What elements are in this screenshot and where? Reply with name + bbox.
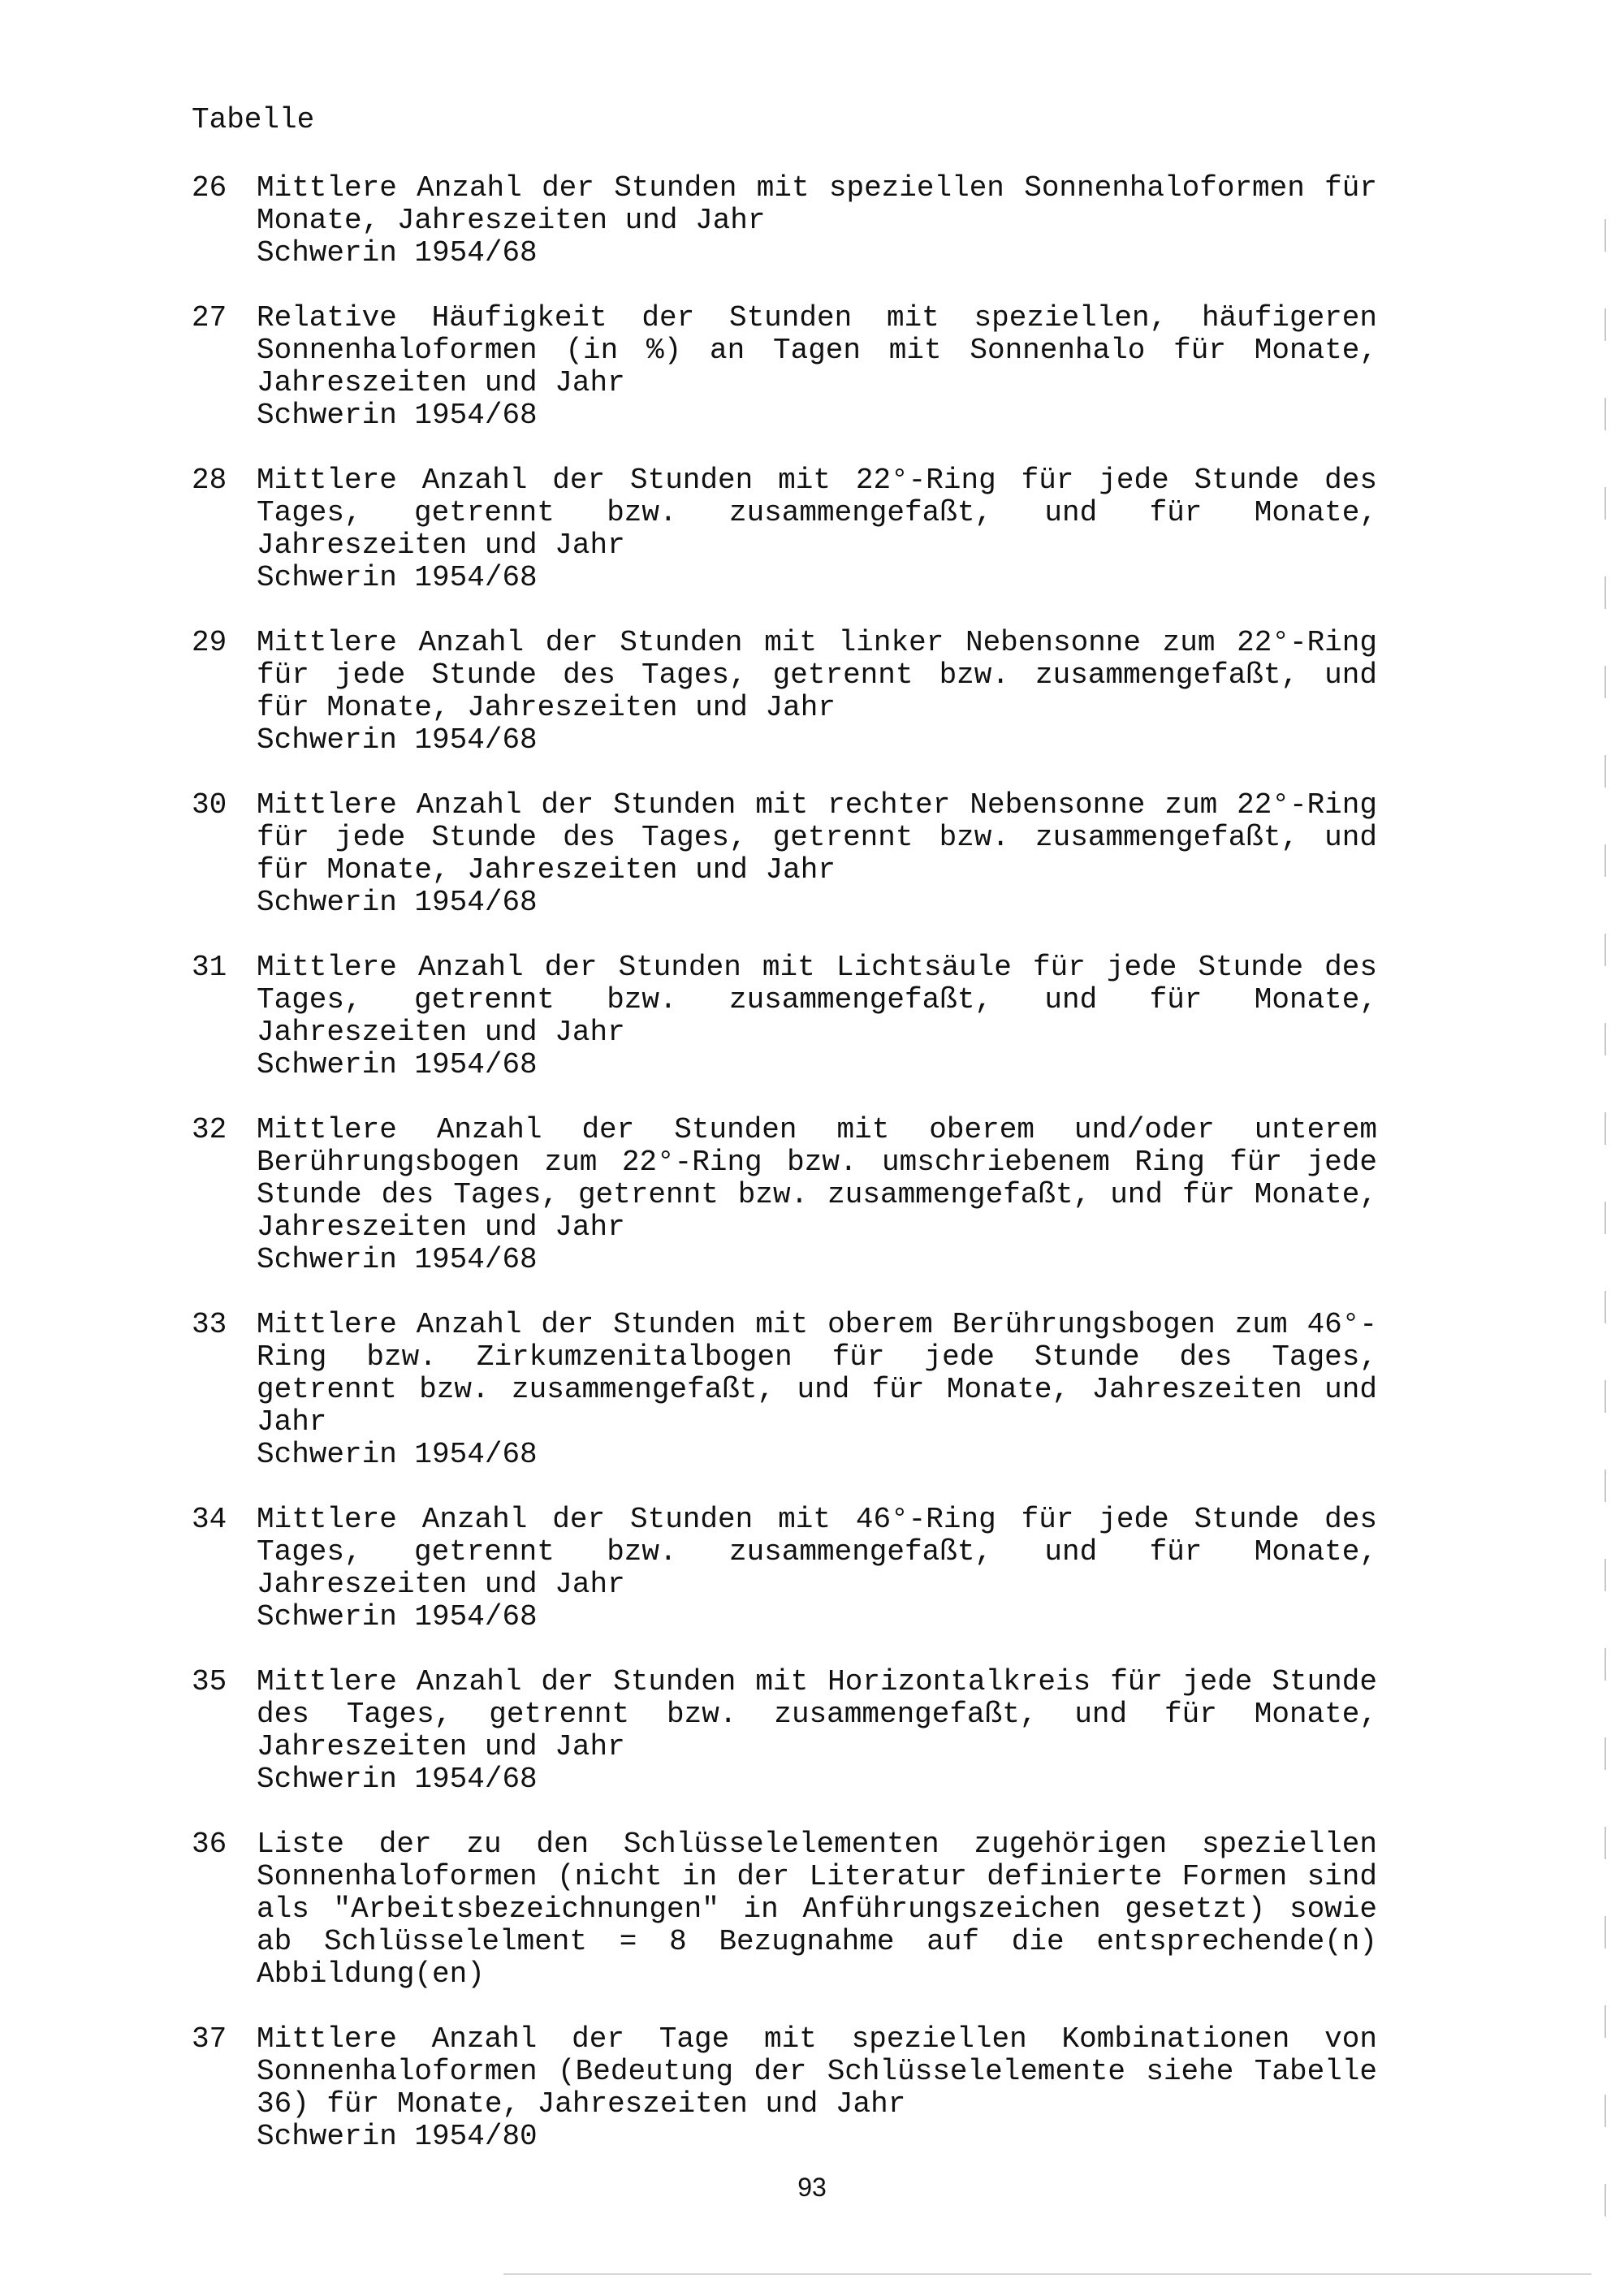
entry-number: 29: [192, 626, 227, 659]
entry-place: Schwerin 1954/68: [257, 723, 538, 757]
entry-number: 34: [192, 1503, 227, 1536]
list-item: [192, 627, 1377, 757]
entry-title: Mittlere Anzahl der Stunden mit oberem und/oder unterem Berührungsbogen zum 22°-Ring bzw. umschriebenem Ring für jede Stunde des Tages, getrennt bzw. zusammengefaßt, und für Monate, Jahreszeiten und Jahr: [257, 1113, 1377, 1244]
page-heading: Tabelle: [192, 103, 315, 136]
entry-number: 27: [192, 301, 227, 334]
entry-number: 28: [192, 464, 227, 497]
entry-title: Mittlere Anzahl der Stunden mit 46°-Ring für jede Stunde des Tages, getrennt bzw. zusammengefaßt, und für Monate, Jahreszeiten und Jahr: [257, 1503, 1377, 1601]
entry-place: Schwerin 1954/68: [257, 1438, 538, 1471]
table-list: [192, 172, 1377, 2186]
entry-place: Schwerin 1954/68: [257, 1243, 538, 1276]
entry-title: Mittlere Anzahl der Stunden mit Lichtsäule für jede Stunde des Tages, getrennt bzw. zusammengefaßt, und für Monate, Jahreszeiten und Jahr: [257, 951, 1377, 1049]
entry-title: Mittlere Anzahl der Stunden mit 22°-Ring für jede Stunde des Tages, getrennt bzw. zusammengefaßt, und für Monate, Jahreszeiten und Jahr: [257, 464, 1377, 562]
list-item: [192, 464, 1377, 594]
scan-bottom-divider: [503, 2273, 1592, 2275]
entry-title: Relative Häufigkeit der Stunden mit speziellen, häufigeren Sonnenhaloformen (in %) an Tagen mit Sonnenhalo für Monate, Jahreszeiten und Jahr: [257, 301, 1377, 399]
entry-title: Mittlere Anzahl der Tage mit speziellen Kombinationen von Sonnenhaloformen (Bedeutung der Schlüsselelemente siehe Tabelle 36) für Monate, Jahreszeiten und Jahr: [257, 2022, 1377, 2121]
list-item: [192, 1114, 1377, 1276]
entry-place: Schwerin 1954/68: [257, 1048, 538, 1081]
scan-edge-divider: [1605, 219, 1606, 2233]
list-item: [192, 789, 1377, 919]
entry-number: 33: [192, 1308, 227, 1341]
entry-place: Schwerin 1954/80: [257, 2120, 538, 2153]
entry-number: 37: [192, 2022, 227, 2056]
entry-place: Schwerin 1954/68: [257, 1763, 538, 1796]
entry-number: 30: [192, 788, 227, 822]
entry-title: Liste der zu den Schlüsselelementen zugehörigen speziellen Sonnenhaloformen (nicht in der Literatur definierte Formen sind als "Arbeitsbezeichnungen" in Anführungszeichen gesetzt) sowie ab Schlüsselelment = 8 Bezugnahme auf die entsprechende(n) Abbildung(en): [257, 1828, 1377, 1991]
entry-title: Mittlere Anzahl der Stunden mit linker Nebensonne zum 22°-Ring für jede Stunde des Tages, getrennt bzw. zusammengefaßt, und für Monate, Jahreszeiten und Jahr: [257, 626, 1377, 724]
entry-number: 36: [192, 1828, 227, 1861]
entry-place: Schwerin 1954/68: [257, 236, 538, 270]
entry-number: 32: [192, 1113, 227, 1146]
entry-title: Mittlere Anzahl der Stunden mit rechter Nebensonne zum 22°-Ring für jede Stunde des Tages, getrennt bzw. zusammengefaßt, und für Monate, Jahreszeiten und Jahr: [257, 788, 1377, 887]
entry-number: 31: [192, 951, 227, 984]
entry-place: Schwerin 1954/68: [257, 886, 538, 919]
entry-number: 26: [192, 171, 227, 205]
entry-place: Schwerin 1954/68: [257, 1600, 538, 1634]
list-item: [192, 1504, 1377, 1634]
list-item: [192, 2023, 1377, 2153]
list-item: [192, 1828, 1377, 1991]
list-item: [192, 1309, 1377, 1471]
entry-title: Mittlere Anzahl der Stunden mit speziellen Sonnenhaloformen für Monate, Jahreszeiten und Jahr: [257, 171, 1377, 237]
entry-number: 35: [192, 1665, 227, 1698]
page-number: 93: [797, 2173, 827, 2202]
entry-place: Schwerin 1954/68: [257, 399, 538, 432]
entry-title: Mittlere Anzahl der Stunden mit Horizontalkreis für jede Stunde des Tages, getrennt bzw. zusammengefaßt, und für Monate, Jahreszeiten und Jahr: [257, 1665, 1377, 1763]
list-item: [192, 952, 1377, 1081]
list-item: [192, 302, 1377, 432]
list-item: [192, 172, 1377, 270]
entry-place: Schwerin 1954/68: [257, 561, 538, 594]
list-item: [192, 1666, 1377, 1796]
entry-title: Mittlere Anzahl der Stunden mit oberem Berührungsbogen zum 46°-Ring bzw. Zirkumzenitalbogen für jede Stunde des Tages, getrennt bzw. zusammengefaßt, und für Monate, Jahreszeiten und Jahr: [257, 1308, 1377, 1439]
